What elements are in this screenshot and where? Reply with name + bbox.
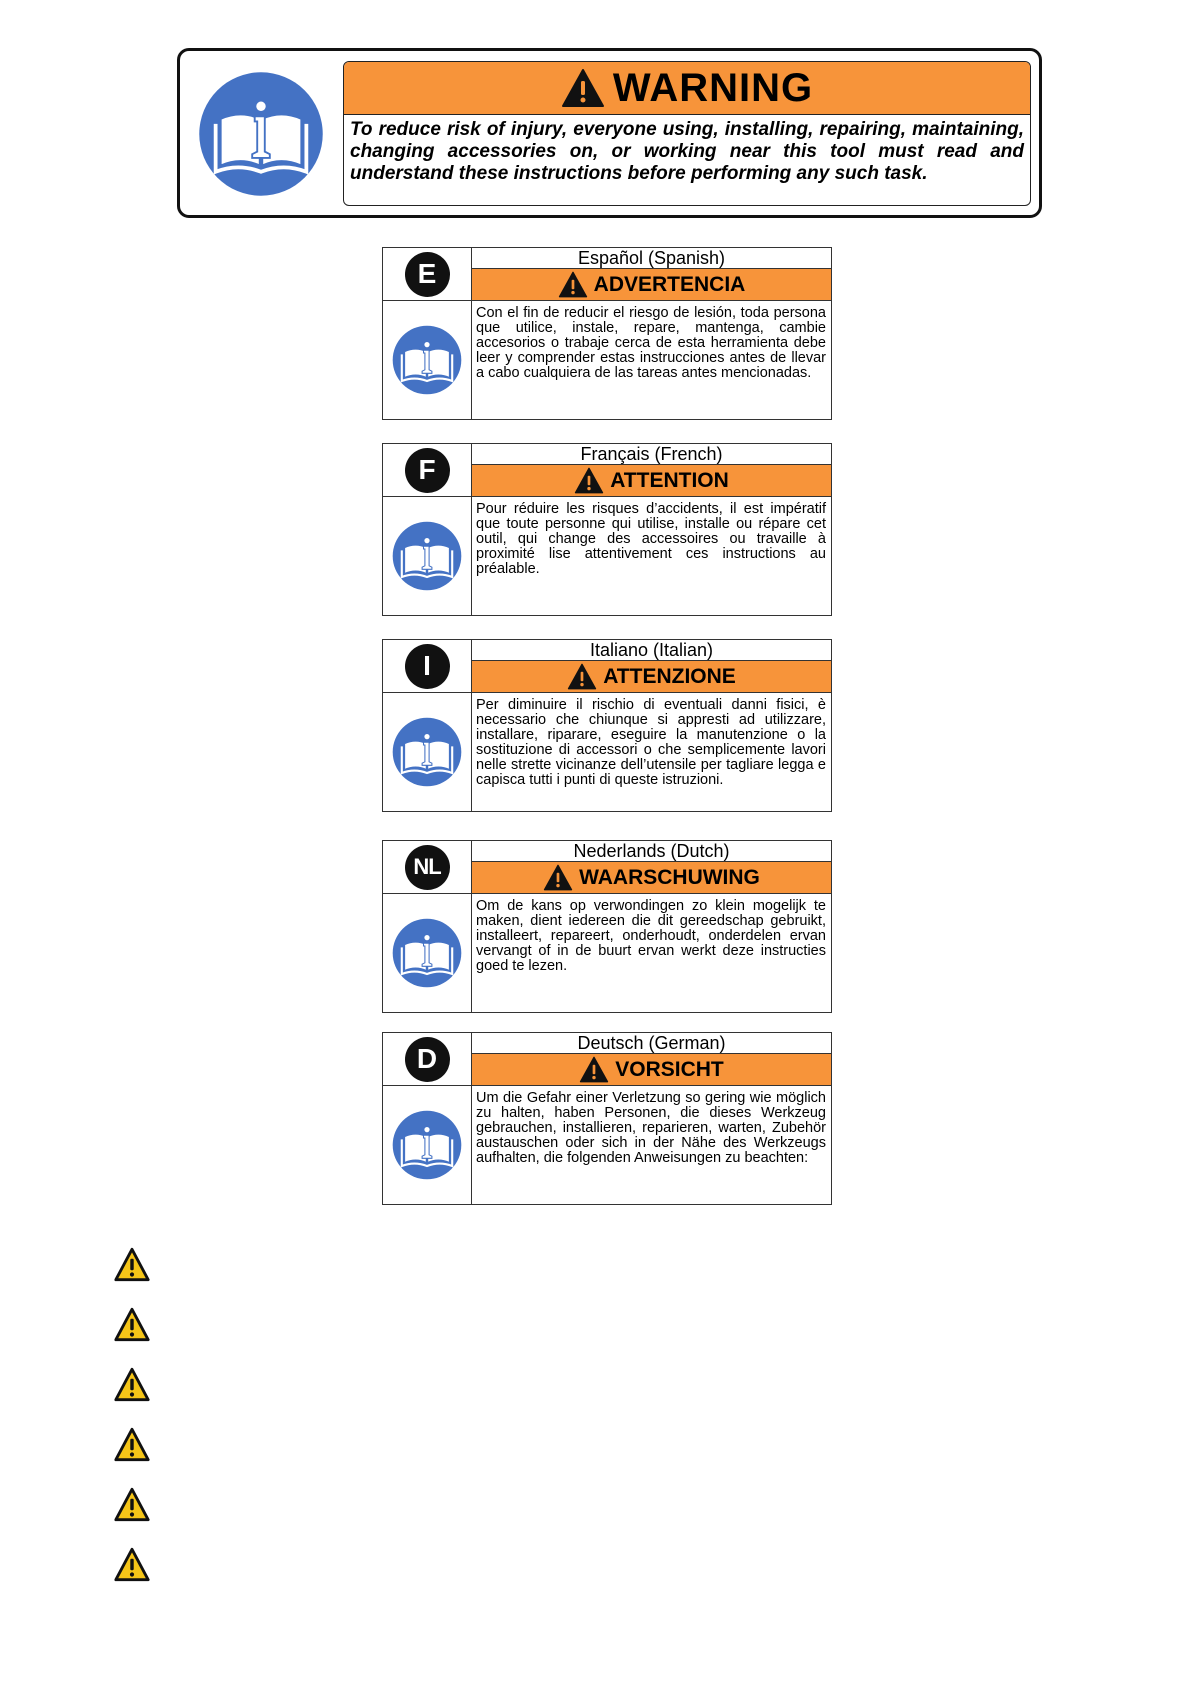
warning-triangle-icon bbox=[567, 663, 597, 690]
warning-text: Om de kans op verwondingen zo klein mogelijk te maken, dient iedereen die dit gereedschap gebruikt, installeert, repareert, onderhoudt, onderdelen ervan vervangt of in de buurt ervan werkt deze instructies goed te lezen. bbox=[476, 898, 826, 974]
language-name: Nederlands (Dutch) bbox=[472, 841, 831, 862]
language-name: Deutsch (German) bbox=[472, 1033, 831, 1054]
icon-cell bbox=[383, 693, 472, 811]
language-badge: I bbox=[405, 644, 450, 689]
warning-triangle-icon bbox=[113, 1426, 151, 1463]
read-manual-icon bbox=[392, 717, 462, 787]
warning-triangle-icon bbox=[574, 467, 604, 494]
main-warning-header bbox=[344, 62, 1030, 115]
warning-triangle-icon bbox=[561, 68, 605, 108]
signal-word: ATTENTION bbox=[610, 469, 729, 492]
language-card-german bbox=[382, 1032, 832, 1205]
language-badge-cell bbox=[383, 640, 472, 693]
read-manual-icon bbox=[392, 325, 462, 395]
icon-cell bbox=[383, 301, 472, 419]
language-card-italian bbox=[382, 639, 832, 812]
warning-triangle-icon bbox=[558, 271, 588, 298]
warning-text: Per diminuire il rischio di eventuali danni fisici, è necessario che chiunque si appresti ad utilizzare, installare, riparare, eseguire la manutenzione o la sostituzione di accessori o che semplicemente lavori nelle strette vicinanze dell’utensile per tagliare legga e capisca tutti i punti di queste istruzioni. bbox=[476, 697, 826, 788]
signal-bar bbox=[472, 862, 831, 894]
language-badge-cell bbox=[383, 444, 472, 497]
language-badge: F bbox=[405, 448, 450, 493]
icon-cell bbox=[383, 1086, 472, 1204]
language-badge: NL bbox=[405, 845, 450, 890]
signal-bar bbox=[472, 269, 831, 301]
warning-triangle-icon bbox=[113, 1486, 151, 1523]
main-warning-panel bbox=[343, 61, 1031, 206]
warning-text: Con el fin de reducir el riesgo de lesión, toda persona que utilice, instale, repare, mantenga, cambie accesorios o trabaje cerca de esta herramienta debe leer y comprender estas instrucciones antes de llevar a cabo cualquiera de las tareas antes mencionadas. bbox=[476, 305, 826, 381]
language-badge-cell bbox=[383, 1033, 472, 1086]
warning-text: Um die Gefahr einer Verletzung so gering wie möglich zu halten, haben Personen, die dieses Werkzeug gebrauchen, installieren, reparieren, warten, Zubehör austauschen oder sich in der Nähe des Werkzeugs aufhalten, die folgenden Anweisungen zu beachten: bbox=[476, 1090, 826, 1166]
language-name: Italiano (Italian) bbox=[472, 640, 831, 661]
warning-triangle-icon bbox=[113, 1246, 151, 1283]
language-card-french bbox=[382, 443, 832, 616]
warning-icon-column bbox=[113, 1246, 153, 1606]
signal-bar bbox=[472, 661, 831, 693]
signal-word: VORSICHT bbox=[615, 1058, 724, 1081]
main-warning-box bbox=[177, 48, 1042, 218]
warning-text: Pour réduire les risques d’accidents, il est impératif que toute personne qui utilise, installe ou répare cet outil, qui change des accessoires ou travaille à proximité lise attentivement ces instructions au préalable. bbox=[476, 501, 826, 577]
language-badge: D bbox=[405, 1037, 450, 1082]
signal-bar bbox=[472, 1054, 831, 1086]
main-warning-text: To reduce risk of injury, everyone using, installing, repairing, maintaining, changing accessories on, or working near this tool must read and understand these instructions before performing any such task. bbox=[350, 119, 1024, 184]
signal-bar bbox=[472, 465, 831, 497]
read-manual-icon bbox=[392, 521, 462, 591]
language-card-spanish bbox=[382, 247, 832, 420]
language-badge-cell bbox=[383, 248, 472, 301]
warning-triangle-icon bbox=[113, 1366, 151, 1403]
read-manual-icon bbox=[392, 918, 462, 988]
read-manual-icon bbox=[198, 71, 324, 197]
warning-triangle-icon bbox=[543, 864, 573, 891]
icon-cell bbox=[383, 497, 472, 615]
warning-triangle-icon bbox=[579, 1056, 609, 1083]
language-badge: E bbox=[405, 252, 450, 297]
signal-word: ATTENZIONE bbox=[603, 665, 736, 688]
signal-word: WAARSCHUWING bbox=[579, 866, 760, 889]
language-badge-cell bbox=[383, 841, 472, 894]
warning-triangle-icon bbox=[113, 1306, 151, 1343]
icon-cell bbox=[383, 894, 472, 1012]
read-manual-icon bbox=[392, 1110, 462, 1180]
signal-word: ADVERTENCIA bbox=[593, 273, 746, 296]
warning-triangle-icon bbox=[113, 1546, 151, 1583]
language-name: Français (French) bbox=[472, 444, 831, 465]
main-signal-word: WARNING bbox=[612, 66, 814, 110]
language-card-dutch bbox=[382, 840, 832, 1013]
language-name: Español (Spanish) bbox=[472, 248, 831, 269]
